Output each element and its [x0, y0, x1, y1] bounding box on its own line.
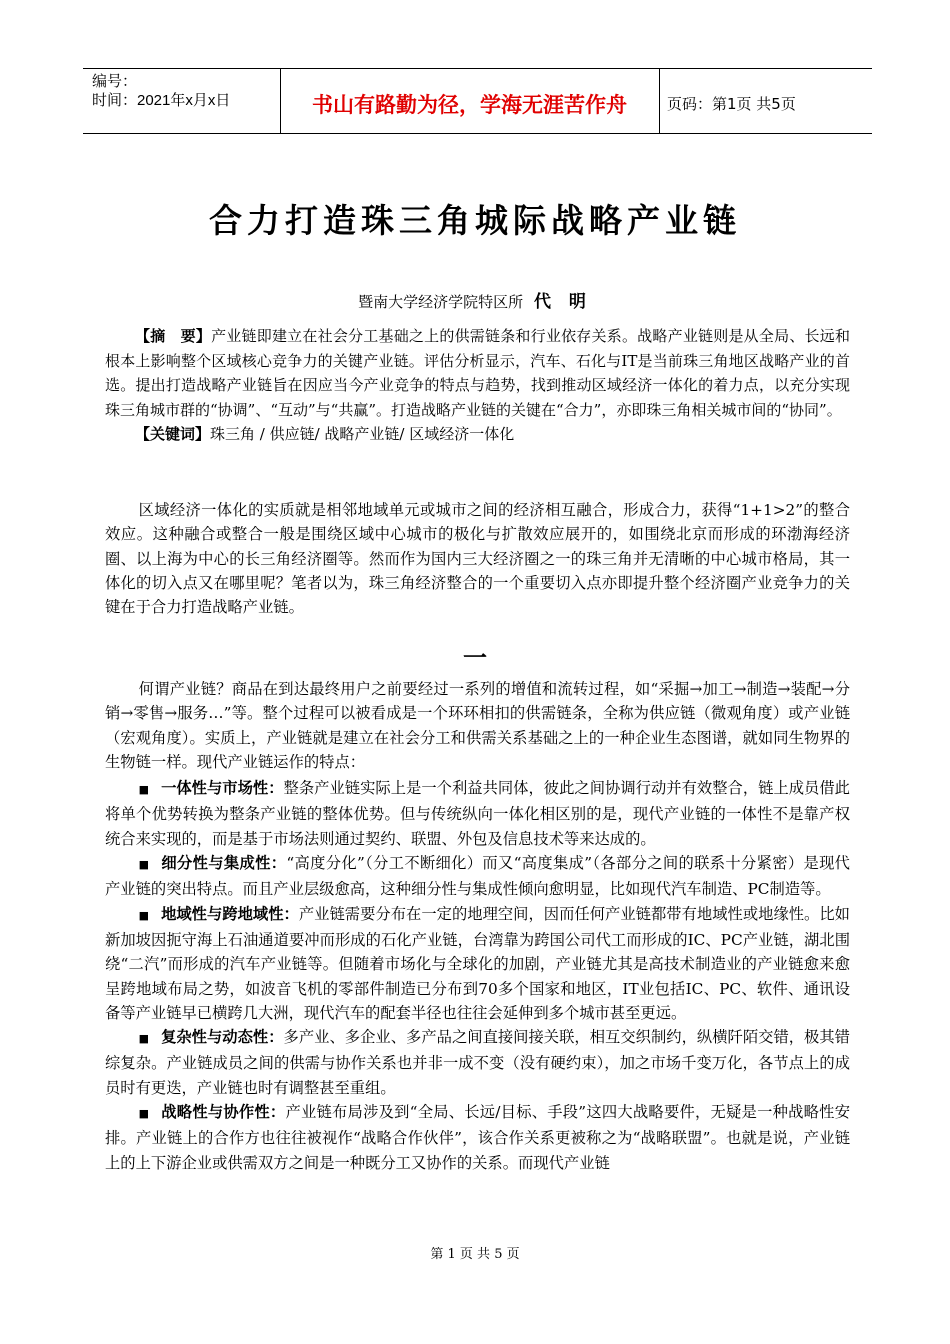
keywords-paragraph: [105, 422, 850, 447]
trait-term: 地域性与跨地域性：: [161, 904, 299, 923]
traits-list: [105, 776, 850, 1175]
bullet-square-icon: ■: [138, 908, 150, 922]
abstract-paragraph: [105, 324, 850, 422]
bullet-square-icon: ■: [138, 858, 150, 872]
number-label: 编号：: [92, 73, 138, 90]
page-title: 合力打造珠三角城际战略产业链: [209, 201, 741, 240]
time-label: 时间：2021年x月x日: [92, 92, 231, 109]
bullet-square-icon: ■: [138, 1107, 150, 1121]
header-page-info: 页码：第1页 共5页: [667, 95, 796, 113]
header-divider: [659, 69, 660, 133]
header-motto: 书山有路勤为径，学海无涯苦作舟: [312, 93, 627, 117]
trait-item: [105, 1025, 850, 1100]
page-footer: 第 1 页 共 5 页: [430, 1247, 520, 1262]
trait-text: 整条产业链实际上是一个利益共同体，彼此之间协调行动并有效整合，链上成员借此将单个优势转换为整条产业链的整体优势。但与传统纵向一体化相区别的是，现代产业链的一体性不是靠产权统合来实现的，而是基于市场法则通过契约、联盟、外包及信息技术等来达成的。: [105, 779, 850, 848]
trait-term: 复杂性与动态性：: [161, 1028, 284, 1047]
document-header: [83, 68, 872, 134]
main-body: [105, 677, 850, 1175]
intro-block: [105, 498, 850, 619]
author-name: 代 明: [533, 292, 592, 312]
trait-item: [105, 1100, 850, 1175]
abstract-text: 产业链即建立在社会分工基础之上的供需链条和行业依存关系。战略产业链则是从全局、长远和根本上影响整个区域核心竞争力的关键产业链。评估分析显示，汽车、石化与IT是当前珠三角地区战略产业的首选。提出打造战略产业链旨在因应当今产业竞争的特点与趋势，找到推动区域经济一体化的着力点，以充分实现珠三角城市群的“协调”、“互动”与“共赢”。打造战略产业链的关键在“合力”，亦即珠三角相关城市间的“协同”。: [105, 327, 850, 419]
trait-term: 细分性与集成性：: [161, 854, 287, 873]
section-heading: 一: [463, 643, 487, 672]
abstract-label: 【摘 要】: [135, 327, 212, 345]
trait-text: 多产业、多企业、多产品之间直接间接关联，相互交织制约，纵横阡陌交错，极其错综复杂。产业链成员之间的供需与协作关系也并非一成不变（没有硬约束），加之市场千变万化，各节点上的成员时有更迭，产业链也时有调整甚至重组。: [105, 1028, 850, 1097]
keywords-label: 【关键词】: [135, 425, 211, 443]
keywords-text: 珠三角 / 供应链/ 战略产业链/ 区域经济一体化: [210, 425, 515, 443]
trait-term: 战略性与协作性：: [161, 1103, 286, 1122]
trait-text: 产业链需要分布在一定的地理空间，因而任何产业链都带有地域性或地缘性。比如新加坡因扼守海上石油通道要冲而形成的石化产业链，台湾靠为跨国公司代工而形成的IC、PC产业链，湖北围绕“二汽”而形成的汽车产业链等。但随着市场化与全球化的加剧，产业链尤其是高技术制造业的产业链愈来愈呈跨地域布局之势，如波音飞机的零部件制造已分布到70多个国家和地区，IT业包括IC、PC、软件、通讯设备等产业链早已横跨几大洲，现代汽车的配套半径也往往会延伸到多个城市甚至更远。: [105, 904, 850, 1022]
header-meta: [92, 72, 230, 110]
trait-item: [105, 776, 850, 851]
abstract-block: [105, 324, 850, 447]
trait-item: [105, 902, 850, 1025]
trait-text: 产业链布局涉及到“全局、长远/目标、手段”这四大战略要件，无疑是一种战略性安排。产业链上的合作方也往往被视作“战略合作伙伴”，该合作关系更被称之为“战略联盟”。也就是说，产业链上的上下游企业或供需双方之间是一种既分工又协作的关系。而现代产业链: [105, 1103, 850, 1172]
bullet-square-icon: ■: [138, 1032, 150, 1046]
intro-paragraph: 区域经济一体化的实质就是相邻地域单元或城市之间的经济相互融合，形成合力，获得“1+1>2”的整合效应。这种融合或整合一般是围绕区域中心城市的极化与扩散效应展开的，如围绕北京而形成的环渤海经济圈、以上海为中心的长三角经济圈等。然而作为国内三大经济圈之一的珠三角并无清晰的中心城市格局，其一体化的切入点又在哪里呢？笔者以为，珠三角经济整合的一个重要切入点亦即提升整个经济圈产业竞争力的关键在于合力打造战略产业链。: [105, 501, 850, 617]
trait-text: “高度分化”（分工不断细化）而又“高度集成”（各部分之间的联系十分紧密）是现代产业链的突出特点。而且产业层级愈高，这种细分性与集成性倾向愈明显，比如现代汽车制造、PC制造等。: [105, 854, 850, 899]
trait-item: [105, 851, 850, 902]
author-affiliation: 暨南大学经济学院特区所: [358, 293, 524, 311]
author-line: [0, 287, 950, 312]
bullet-square-icon: ■: [138, 783, 150, 797]
trait-term: 一体性与市场性：: [161, 779, 284, 798]
body-paragraph: 何谓产业链？商品在到达最终用户之前要经过一系列的增值和流转过程，如“采掘→加工→制造→装配→分销→零售→服务…”等。整个过程可以被看成是一个环环相扣的供需链条，全称为供应链（微观角度）或产业链（宏观角度）。实质上，产业链就是建立在社会分工和供需关系基础之上的一种企业生态图谱，就如同生物界的生物链一样。现代产业链运作的特点：: [105, 680, 850, 771]
